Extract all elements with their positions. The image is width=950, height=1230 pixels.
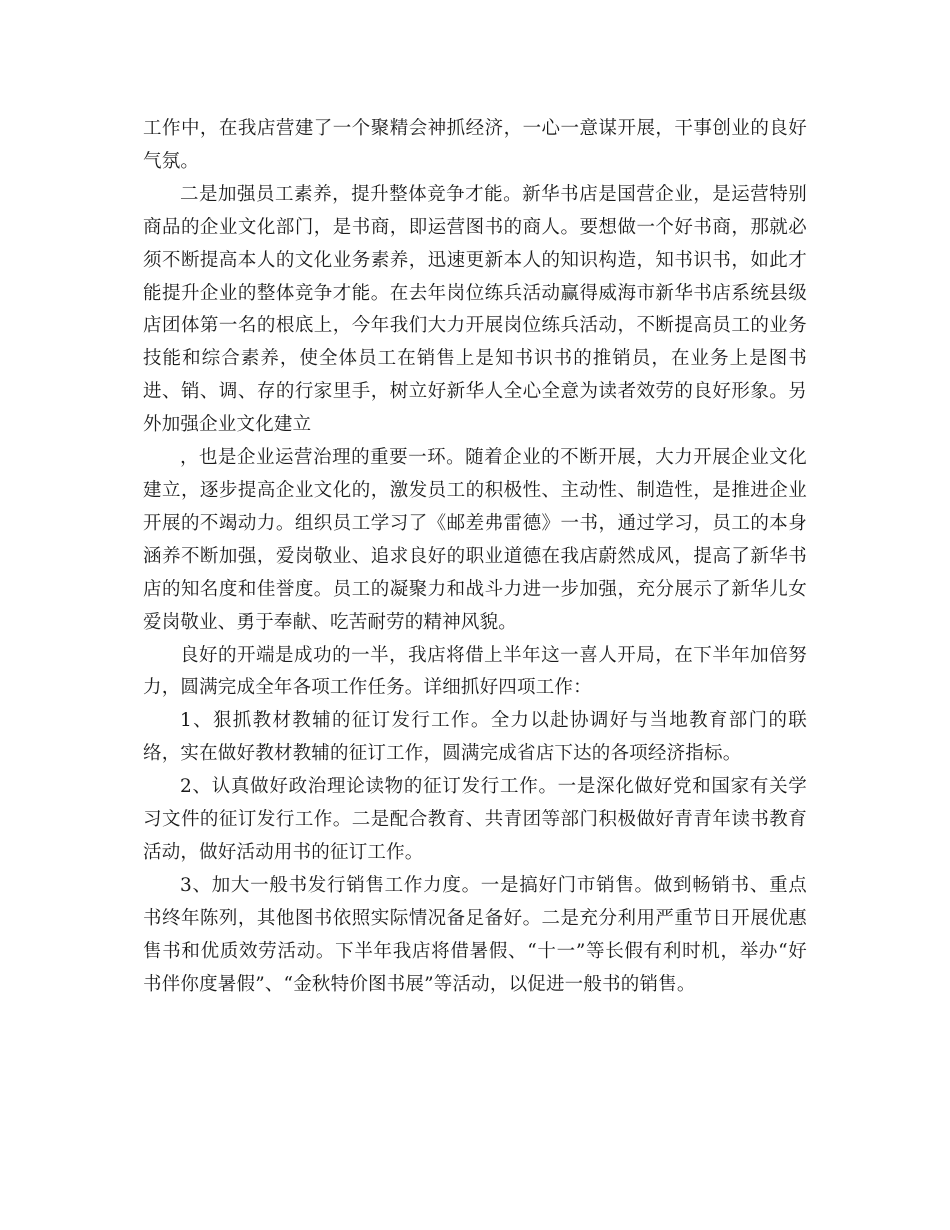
document-body [143, 113, 807, 1001]
paragraph-6: 2、认真做好政治理论读物的征订发行工作。一是深化做好党和国家有关学习文件的征订发行工作。二是配合教育、共青团等部门积极做好青青年读书教育活动，做好活动用书的征订工作。 [143, 776, 807, 863]
paragraph-4: 良好的开端是成功的一半，我店将借上半年这一喜人开局，在下半年加倍努力，圆满完成全年各项工作任务。详细抓好四项工作： [143, 644, 807, 699]
paragraph-5: 1、狠抓教材教辅的征订发行工作。全力以赴协调好与当地教育部门的联络，实在做好教材教辅的征订工作，圆满完成省店下达的各项经济指标。 [143, 710, 807, 765]
paragraph-3: ，也是企业运营治理的重要一环。随着企业的不断开展，大力开展企业文化建立，逐步提高企业文化的，激发员工的积极性、主动性、制造性，是推进企业开展的不竭动力。组织员工学习了《邮差弗雷德》一书，通过学习，员工的本身涵养不断加强，爱岗敬业、追求良好的职业道德在我店蔚然成风，提高了新华书店的知名度和佳誉度。员工的凝聚力和战斗力进一步加强，充分展示了新华儿女爱岗敬业、勇于奉献、吃苦耐劳的精神风貌。 [143, 447, 807, 633]
paragraph-1: 工作中，在我店营建了一个聚精会神抓经济，一心一意谋开展，干事创业的良好气氛。 [143, 118, 807, 172]
paragraph-2: 二是加强员工素养，提升整体竞争才能。新华书店是国营企业，是运营特别商品的企业文化部门，是书商，即运营图书的商人。要想做一个好书商，那就必须不断提高本人的文化业务素养，迅速更新本人的知识构造，知书识书，如此才能提升企业的整体竞争才能。在去年岗位练兵活动赢得威海市新华书店系统县级店团体第一名的根底上，今年我们大力开展岗位练兵活动，不断提高员工的业务技能和综合素养，使全体员工在销售上是知书识书的推销员，在业务上是图书进、销、调、存的行家里手，树立好新华人全心全意为读者效劳的良好形象。另外加强企业文化建立 [143, 183, 807, 436]
paragraph-7: 3、加大一般书发行销售工作力度。一是搞好门市销售。做到畅销书、重点书终年陈列，其他图书依照实际情况备足备好。二是充分利用严重节日开展优惠售书和优质效劳活动。下半年我店将借暑假、“十一”等长假有利时机，举办“好书伴你度暑假”、“金秋特价图书展”等活动，以促进一般书的销售。 [143, 874, 807, 995]
